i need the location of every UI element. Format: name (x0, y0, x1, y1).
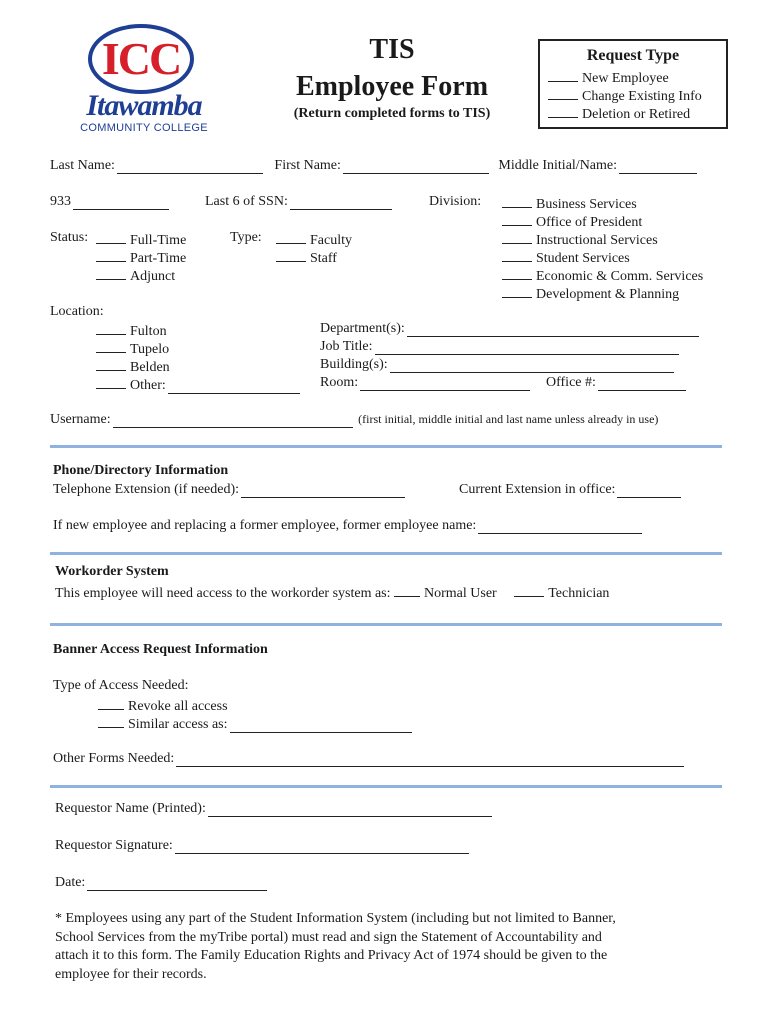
location-option-belden (96, 357, 170, 376)
division-option-president (502, 212, 642, 231)
location-option-other (96, 375, 302, 394)
department-label: Department(s): (320, 321, 405, 336)
status-fulltime-label: Full-Time (130, 233, 187, 248)
former-employee-label: If new employee and replacing a former employee, former employee name: (53, 518, 477, 533)
division-option-economic (502, 266, 703, 285)
room-input[interactable] (360, 376, 530, 391)
status-adjunct-checkbox[interactable] (96, 266, 126, 280)
request-option-change (548, 86, 702, 105)
ssn-field (205, 194, 394, 210)
middle-name-label: Middle Initial/Name: (498, 158, 618, 173)
requestor-name-label: Requestor Name (Printed): (55, 801, 206, 816)
division-economic-checkbox[interactable] (502, 266, 532, 280)
location-fulton-checkbox[interactable] (96, 321, 126, 335)
location-belden-checkbox[interactable] (96, 357, 126, 371)
request-option-deletion (548, 104, 690, 123)
last-name-label: Last Name: (50, 158, 115, 173)
division-president-label: Office of President (536, 215, 643, 230)
type-faculty-checkbox[interactable] (276, 230, 306, 244)
requestor-name-input[interactable] (208, 802, 492, 817)
location-belden-label: Belden (130, 360, 170, 375)
logo-subtitle: COMMUNITY COLLEGE (80, 122, 208, 134)
footnote-line: employee for their records. (55, 966, 207, 982)
division-student-checkbox[interactable] (502, 248, 532, 262)
section-divider (50, 552, 722, 555)
current-extension-field (459, 482, 683, 498)
last-name-input[interactable] (117, 159, 263, 174)
status-parttime-label: Part-Time (130, 251, 187, 266)
workorder-normal-label: Normal User (424, 586, 497, 601)
division-business-checkbox[interactable] (502, 194, 532, 208)
type-staff-label: Staff (310, 251, 337, 266)
type-faculty-label: Faculty (310, 233, 352, 248)
location-other-input[interactable] (168, 379, 300, 394)
workorder-normal-checkbox[interactable] (394, 583, 420, 597)
extension-input[interactable] (241, 483, 405, 498)
division-president-checkbox[interactable] (502, 212, 532, 226)
former-employee-field (53, 518, 644, 534)
division-business-label: Business Services (536, 197, 637, 212)
name-row (50, 158, 699, 174)
requestor-name-field (55, 801, 494, 817)
ssn-label: Last 6 of SSN: (205, 194, 288, 209)
request-type-title: Request Type (586, 47, 680, 64)
department-field (320, 321, 701, 337)
extension-field (53, 482, 407, 498)
similar-access-input[interactable] (230, 718, 412, 733)
status-parttime-checkbox[interactable] (96, 248, 126, 262)
building-input[interactable] (390, 358, 674, 373)
location-other-checkbox[interactable] (96, 375, 126, 389)
division-instructional-checkbox[interactable] (502, 230, 532, 244)
request-deletion-checkbox[interactable] (548, 104, 578, 118)
current-extension-input[interactable] (617, 483, 681, 498)
location-option-fulton (96, 321, 167, 340)
location-label: Location: (50, 304, 104, 319)
request-change-label: Change Existing Info (582, 89, 702, 104)
username-note: (first initial, middle initial and last name unless already in use) (358, 412, 659, 426)
building-field (320, 357, 676, 373)
workorder-text: This employee will need access to the workorder system as: (55, 586, 391, 601)
first-name-input[interactable] (343, 159, 489, 174)
footnote-line: attach it to this form. The Family Education Rights and Privacy Act of 1974 should be given to the (55, 948, 608, 963)
workorder-heading: Workorder System (55, 564, 169, 579)
location-option-tupelo (96, 339, 169, 358)
workorder-technician-label: Technician (548, 586, 610, 601)
room-label: Room: (320, 375, 359, 390)
requestor-signature-input[interactable] (175, 839, 469, 854)
status-fulltime-checkbox[interactable] (96, 230, 126, 244)
location-other-label: Other: (130, 378, 166, 393)
division-instructional-label: Instructional Services (536, 233, 658, 248)
username-label: Username: (50, 412, 111, 427)
id-prefix: 933 (50, 194, 71, 209)
location-tupelo-label: Tupelo (130, 342, 170, 357)
requestor-signature-field (55, 838, 471, 854)
section-divider (50, 623, 722, 626)
division-option-instructional (502, 230, 658, 249)
other-forms-label: Other Forms Needed: (53, 751, 175, 766)
division-label: Division: (429, 194, 482, 209)
location-tupelo-checkbox[interactable] (96, 339, 126, 353)
date-input[interactable] (87, 876, 267, 891)
section-divider (50, 785, 722, 788)
division-economic-label: Economic & Comm. Services (536, 269, 704, 284)
username-input[interactable] (113, 413, 353, 428)
type-option-staff (276, 248, 337, 267)
request-option-new (548, 68, 669, 87)
requestor-signature-label: Requestor Signature: (55, 838, 173, 853)
office-input[interactable] (598, 376, 686, 391)
division-option-business (502, 194, 637, 213)
other-forms-input[interactable] (176, 752, 684, 767)
workorder-technician-checkbox[interactable] (514, 583, 544, 597)
username-field (50, 412, 658, 428)
workorder-row (55, 583, 609, 602)
request-new-checkbox[interactable] (548, 68, 578, 82)
department-input[interactable] (407, 322, 699, 337)
type-staff-checkbox[interactable] (276, 248, 306, 262)
division-option-development (502, 284, 679, 303)
section-divider (50, 445, 722, 448)
similar-access-option (98, 714, 414, 733)
extension-label: Telephone Extension (if needed): (53, 482, 240, 497)
revoke-checkbox[interactable] (98, 696, 124, 710)
date-label: Date: (55, 875, 86, 890)
footnote (55, 910, 616, 984)
job-title-label: Job Title: (320, 339, 373, 354)
ssn-input[interactable] (290, 195, 392, 210)
division-student-label: Student Services (536, 251, 630, 266)
form-subtitle: (Return completed forms to TIS) (293, 106, 491, 121)
status-option-adjunct (96, 266, 175, 285)
phone-heading: Phone/Directory Information (53, 463, 229, 478)
id-input[interactable] (73, 195, 169, 210)
office-label: Office #: (546, 375, 596, 390)
division-development-checkbox[interactable] (502, 284, 532, 298)
room-field (320, 375, 532, 391)
college-logo (74, 24, 214, 134)
type-option-faculty (276, 230, 352, 249)
job-title-input[interactable] (375, 340, 679, 355)
logo-mark: ICC (101, 33, 181, 84)
similar-access-label: Similar access as: (128, 717, 228, 732)
request-change-checkbox[interactable] (548, 86, 578, 100)
middle-name-input[interactable] (619, 159, 697, 174)
access-type-label: Type of Access Needed: (53, 678, 189, 693)
status-option-fulltime (96, 230, 186, 249)
form-title-line2: Employee Form (295, 71, 489, 102)
date-field (55, 875, 269, 891)
footnote-line: School Services from the myTribe portal) must read and sign the Statement of Accountability and (55, 929, 602, 945)
other-forms-field (53, 751, 686, 767)
form-title-line1: TIS (369, 34, 415, 65)
id-row (50, 194, 171, 210)
logo-name: Itawamba (86, 89, 202, 122)
banner-heading: Banner Access Request Information (53, 642, 268, 657)
location-fulton-label: Fulton (130, 324, 167, 339)
similar-access-checkbox[interactable] (98, 714, 124, 728)
first-name-label: First Name: (274, 158, 341, 173)
office-field (546, 375, 688, 391)
current-extension-label: Current Extension in office: (459, 482, 616, 497)
former-employee-input[interactable] (478, 519, 642, 534)
revoke-label: Revoke all access (128, 699, 228, 714)
request-type-box (538, 39, 728, 129)
request-new-label: New Employee (582, 71, 669, 86)
division-option-student (502, 248, 630, 267)
status-label: Status: (50, 230, 89, 245)
revoke-option (98, 696, 228, 715)
status-adjunct-label: Adjunct (130, 269, 176, 284)
status-option-parttime (96, 248, 186, 267)
type-label: Type: (230, 230, 262, 245)
job-title-field (320, 339, 681, 355)
division-development-label: Development & Planning (536, 287, 680, 302)
request-deletion-label: Deletion or Retired (582, 107, 691, 122)
footnote-line: * Employees using any part of the Student Information System (including but not limited to Banner, (55, 911, 616, 926)
building-label: Building(s): (320, 357, 388, 372)
